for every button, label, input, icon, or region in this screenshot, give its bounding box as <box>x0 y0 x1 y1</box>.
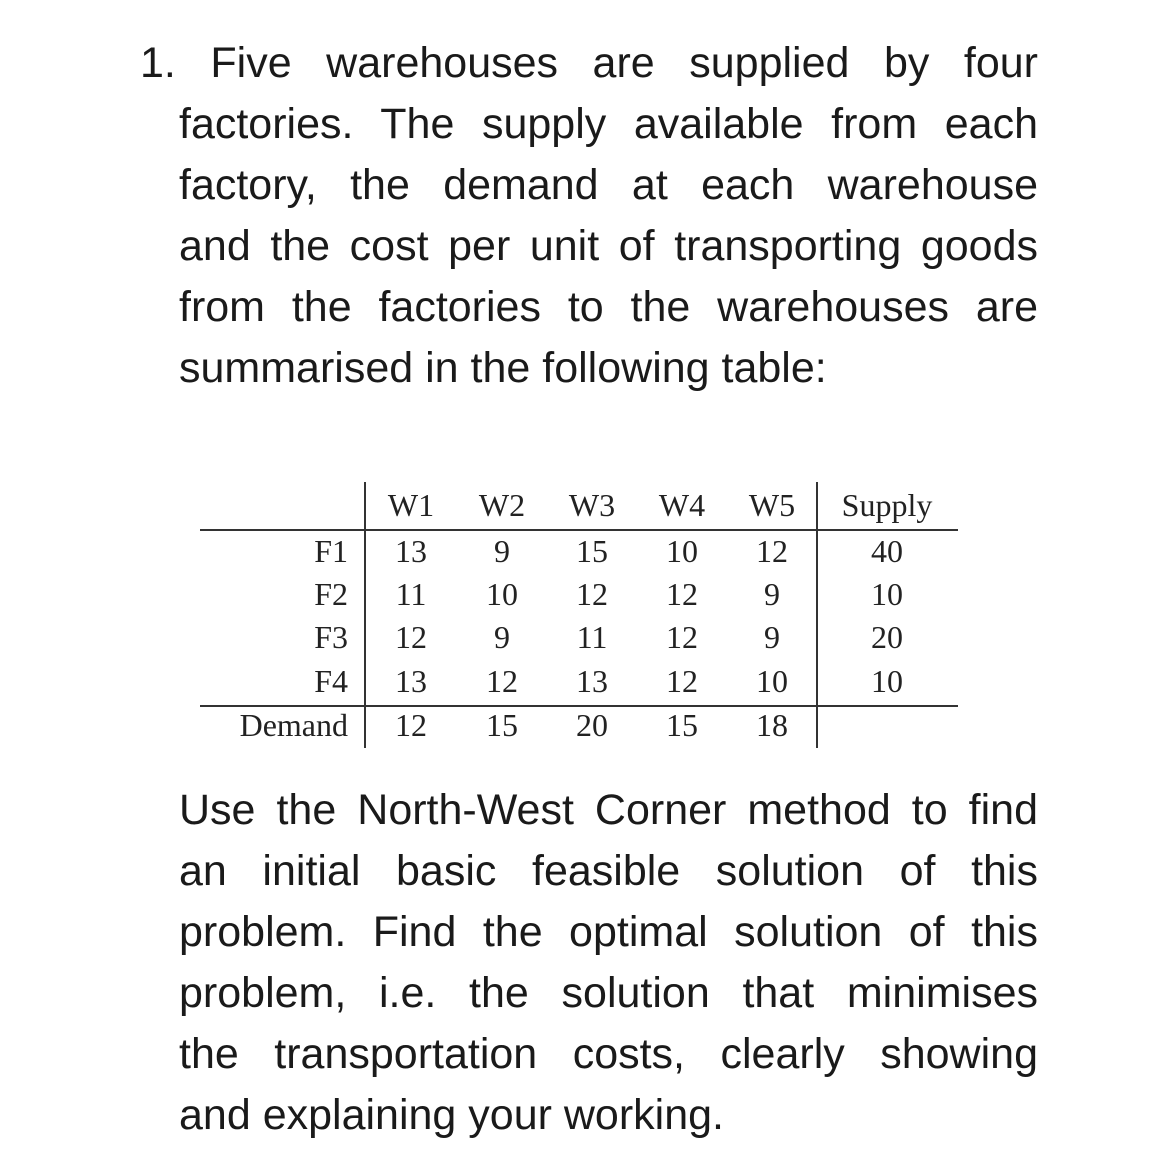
col-header-w3: W3 <box>568 487 616 523</box>
question-line: from the factories to the warehouses are <box>179 283 1038 331</box>
demand-label: Demand <box>239 707 348 743</box>
row-label-f4: F4 <box>314 663 348 699</box>
question-line: and the cost per unit of transporting goods <box>179 222 1038 270</box>
cost-cell: 10 <box>756 663 788 699</box>
cost-cell: 12 <box>395 619 427 655</box>
question-line: 1. Five warehouses are supplied by four <box>140 39 1038 87</box>
col-header-w1: W1 <box>387 487 435 523</box>
demand-cell: 18 <box>756 707 788 743</box>
cost-cell: 9 <box>494 619 510 655</box>
cost-cell: 12 <box>756 533 788 569</box>
cost-cell: 12 <box>486 663 518 699</box>
instructions-line: an initial basic feasible solution of this <box>179 847 1038 895</box>
row-label-f3: F3 <box>314 619 348 655</box>
demand-cell: 20 <box>576 707 608 743</box>
cost-cell: 13 <box>576 663 608 699</box>
instructions-line: problem, i.e. the solution that minimises <box>179 969 1038 1017</box>
supply-cell: 10 <box>871 576 903 612</box>
cost-cell: 10 <box>666 533 698 569</box>
supply-cell: 40 <box>871 533 903 569</box>
cost-cell: 9 <box>494 533 510 569</box>
cost-cell: 11 <box>395 576 427 612</box>
col-header-w5: W5 <box>748 487 796 523</box>
row-label-f2: F2 <box>314 576 348 612</box>
instructions-line: problem. Find the optimal solution of this <box>179 908 1038 956</box>
cost-cell: 10 <box>486 576 518 612</box>
demand-cell: 12 <box>395 707 427 743</box>
cost-cell: 13 <box>395 533 427 569</box>
cost-cell: 9 <box>764 619 780 655</box>
cost-cell: 12 <box>576 576 608 612</box>
supply-cell: 20 <box>871 619 903 655</box>
question-line: factories. The supply available from each <box>179 100 1038 148</box>
demand-cell: 15 <box>666 707 698 743</box>
instructions-line: Use the North-West Corner method to find <box>179 786 1038 834</box>
cost-table-grid <box>200 480 970 760</box>
instructions-line: and explaining your working. <box>179 1091 724 1139</box>
question-text <box>140 33 1038 399</box>
cost-cell: 11 <box>576 619 608 655</box>
cost-cell: 12 <box>666 576 698 612</box>
question-line: summarised in the following table: <box>179 344 827 392</box>
row-label-f1: F1 <box>314 533 348 569</box>
col-header-supply: Supply <box>841 487 933 523</box>
cost-cell: 15 <box>576 533 608 569</box>
cost-cell: 12 <box>666 663 698 699</box>
demand-cell: 15 <box>486 707 518 743</box>
instructions-text <box>179 780 1038 1146</box>
cost-cell: 9 <box>764 576 780 612</box>
cost-cell: 13 <box>395 663 427 699</box>
cost-table <box>200 480 970 768</box>
cost-cell: 12 <box>666 619 698 655</box>
question-line: factory, the demand at each warehouse <box>179 161 1038 209</box>
col-header-w2: W2 <box>478 487 526 523</box>
instructions-line: the transportation costs, clearly showing <box>179 1030 1038 1078</box>
supply-cell: 10 <box>871 663 903 699</box>
col-header-w4: W4 <box>658 487 706 523</box>
